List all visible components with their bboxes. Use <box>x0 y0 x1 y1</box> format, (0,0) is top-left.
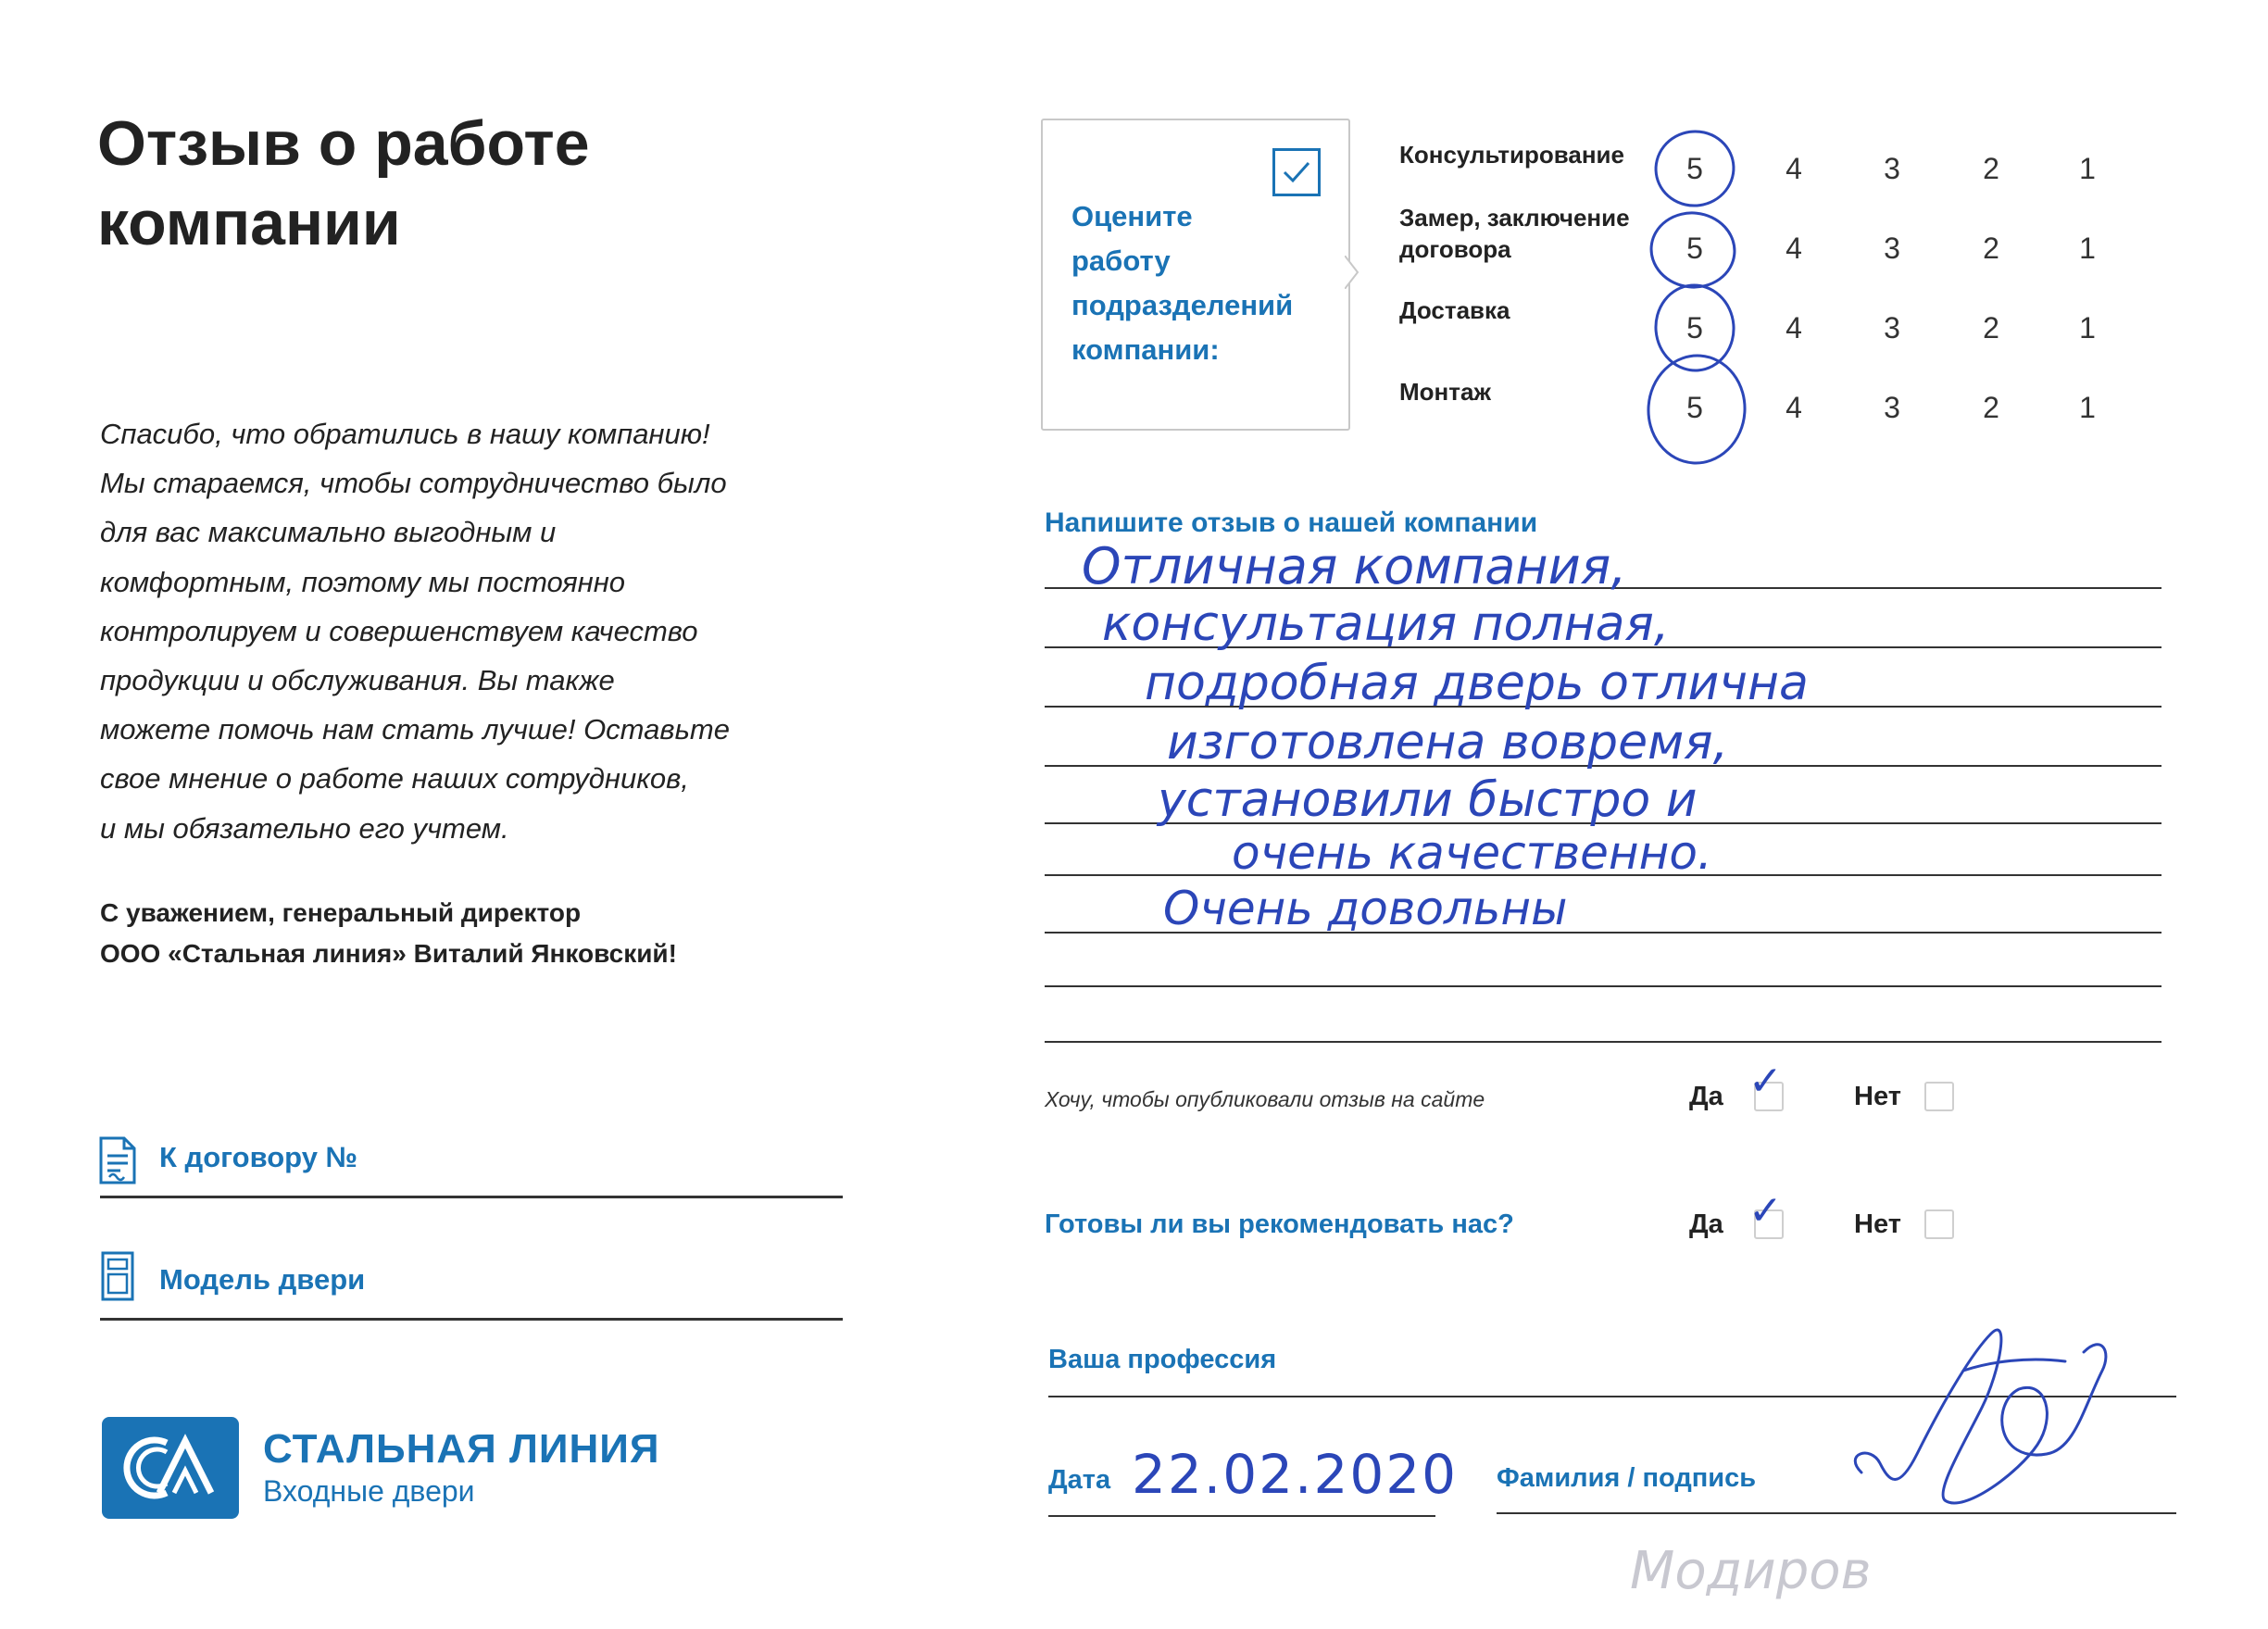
brand-subtitle: Входные двери <box>263 1474 475 1508</box>
criterion-label: Доставка <box>1399 296 1510 324</box>
selection-circles <box>1630 111 1760 482</box>
intro-line: и мы обязательно его учтем. <box>100 811 509 845</box>
signature-line-1: С уважением, генеральный директор <box>100 898 582 927</box>
handwritten-line: Очень довольны <box>1163 882 1568 935</box>
door-model-label: Модель двери <box>159 1263 366 1296</box>
page-title <box>97 104 590 263</box>
intro-line: продукции и обслуживания. Вы также <box>100 664 615 697</box>
criterion-consulting <box>1399 139 1624 170</box>
door-model-input-line[interactable] <box>100 1318 843 1321</box>
handwritten-line: изготовлена вовремя, <box>1167 715 1729 771</box>
criterion-install <box>1399 376 1491 407</box>
title-line-1: Отзыв о работе <box>97 108 590 179</box>
selection-circle <box>1652 282 1737 374</box>
intro-line: контролируем и совершенствуем качество <box>100 614 698 647</box>
date-input-line[interactable] <box>1048 1515 1435 1517</box>
intro-line: комфортным, поэтому мы постоянно <box>100 565 626 598</box>
recommend-question: Готовы ли вы рекомендовать нас? <box>1045 1209 1514 1239</box>
intro-line: Спасибо, что обратились в нашу компанию! <box>100 418 710 450</box>
score-option[interactable]: 1 <box>2079 232 2096 265</box>
date-label: Дата <box>1048 1465 1111 1495</box>
brand-logo <box>102 1417 239 1519</box>
score-option[interactable]: 1 <box>2079 391 2096 424</box>
score-option[interactable]: 2 <box>1983 311 1999 345</box>
score-option[interactable]: 2 <box>1983 391 1999 424</box>
score-option[interactable]: 4 <box>1786 152 1802 185</box>
rating-title-line: подразделений <box>1071 289 1294 321</box>
date-value: 22.02.2020 <box>1132 1443 1459 1506</box>
score-option[interactable]: 5 <box>1686 311 1703 345</box>
handwritten-line: очень качественно. <box>1232 826 1712 880</box>
feedback-line[interactable] <box>1045 985 2161 987</box>
score-option[interactable]: 3 <box>1884 232 1900 265</box>
publish-no-label: Нет <box>1854 1082 1901 1111</box>
score-option[interactable]: 1 <box>2079 152 2096 185</box>
handwritten-signature <box>1834 1315 2130 1537</box>
criterion-label-2: договора <box>1399 235 1511 263</box>
rating-box-title <box>1071 194 1293 372</box>
signature-line-2: ООО «Стальная линия» Виталий Янковский! <box>100 939 677 968</box>
score-option[interactable]: 3 <box>1884 152 1900 185</box>
handwritten-line: подробная дверь отлична <box>1145 656 1809 711</box>
selection-circle <box>1651 127 1738 211</box>
profession-label: Ваша профессия <box>1048 1345 1277 1374</box>
publish-yes-label: Да <box>1689 1082 1723 1111</box>
contract-label: К договору № <box>159 1141 358 1173</box>
criterion-label: Замер, заключение <box>1399 204 1630 232</box>
handwritten-line: установили быстро и <box>1158 772 1698 828</box>
criterion-label: Консультирование <box>1399 141 1624 169</box>
check-mark-icon: ✓ <box>1748 1058 1783 1105</box>
recommend-yes-label: Да <box>1689 1209 1723 1239</box>
score-option[interactable]: 3 <box>1884 391 1900 424</box>
feedback-title: Напишите отзыв о нашей компании <box>1045 507 1538 538</box>
score-option[interactable]: 1 <box>2079 311 2096 345</box>
score-option[interactable]: 4 <box>1786 311 1802 345</box>
score-option[interactable]: 3 <box>1884 311 1900 345</box>
score-option[interactable]: 2 <box>1983 152 1999 185</box>
title-line-2: компании <box>97 188 401 258</box>
rating-title-line: Оцените <box>1071 200 1193 232</box>
criterion-delivery <box>1399 294 1510 326</box>
rating-title-line: компании: <box>1071 333 1220 366</box>
brand-logo-mark <box>102 1417 239 1519</box>
criterion-label: Монтаж <box>1399 378 1491 406</box>
score-option[interactable]: 4 <box>1786 232 1802 265</box>
recommend-no-checkbox[interactable] <box>1924 1209 1954 1239</box>
document-icon <box>98 1135 137 1185</box>
score-option[interactable]: 5 <box>1686 391 1703 424</box>
score-option[interactable]: 5 <box>1686 152 1703 185</box>
handwritten-line: Отличная компания, <box>1082 537 1627 595</box>
criterion-measure <box>1399 202 1630 265</box>
director-signature-block <box>100 893 677 974</box>
rating-title-line: работу <box>1071 244 1171 277</box>
score-option[interactable]: 2 <box>1983 232 1999 265</box>
score-option[interactable]: 5 <box>1686 232 1703 265</box>
intro-line: для вас максимально выгодным и <box>100 516 557 549</box>
check-mark-icon: ✓ <box>1748 1187 1783 1234</box>
name-sign-label: Фамилия / подпись <box>1497 1463 1757 1493</box>
intro-paragraph <box>100 409 822 853</box>
feedback-line[interactable] <box>1045 1041 2161 1043</box>
contract-input-line[interactable] <box>100 1196 843 1198</box>
checkbox-icon <box>1272 148 1321 196</box>
rating-box-pointer <box>1345 256 1360 289</box>
door-icon <box>100 1250 135 1302</box>
recommend-no-label: Нет <box>1854 1209 1901 1239</box>
intro-line: можете помочь нам стать лучше! Оставьте <box>100 713 730 746</box>
publish-no-checkbox[interactable] <box>1924 1082 1954 1111</box>
surname-value: Модиров <box>1630 1541 1872 1601</box>
intro-line: свое мнение о работе наших сотрудников, <box>100 762 689 796</box>
handwritten-line: консультация полная, <box>1102 596 1670 652</box>
intro-line: Мы стараемся, чтобы сотрудничество было <box>100 467 727 500</box>
publish-question: Хочу, чтобы опубликовали отзыв на сайте <box>1045 1087 1485 1111</box>
score-option[interactable]: 4 <box>1786 391 1802 424</box>
selection-circle <box>1648 209 1738 292</box>
brand-name: СТАЛЬНАЯ ЛИНИЯ <box>263 1426 660 1472</box>
